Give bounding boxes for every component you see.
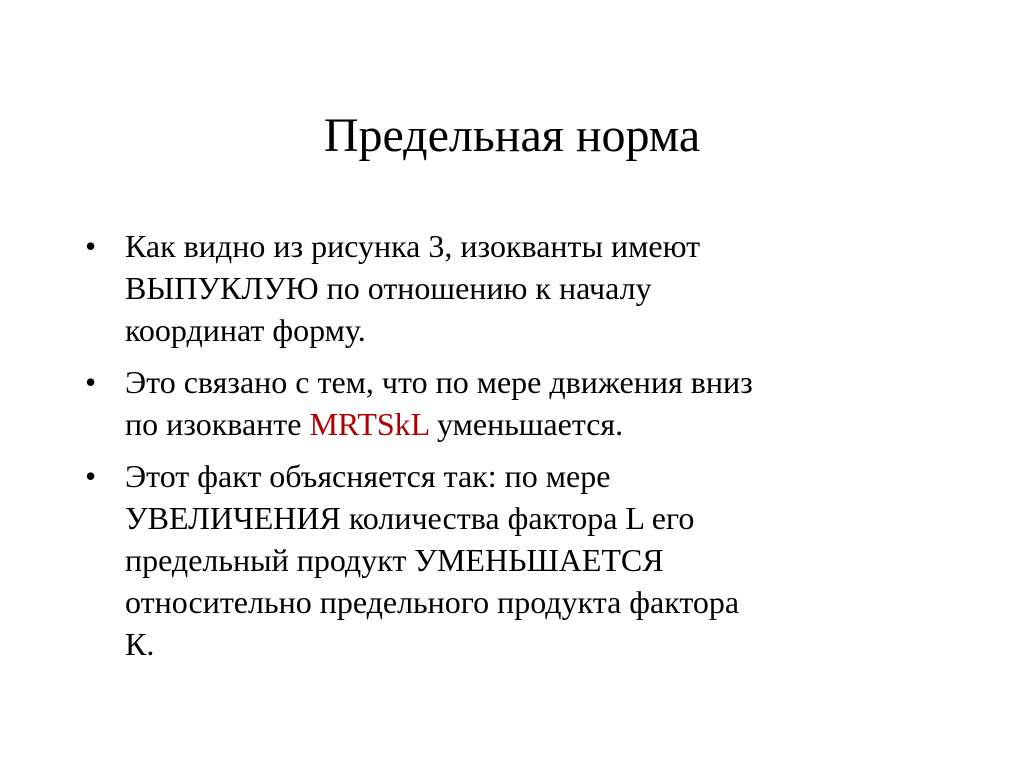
bullet-1-line-1: Как видно из рисунка 3, изокванты имеют — [125, 228, 701, 264]
bullet-2-line-1: Это связано с тем, что по мере движения вниз — [125, 364, 753, 400]
bullet-dot-icon: • — [85, 364, 97, 400]
bullet-1-line-2: ВЫПУКЛУЮ по отношению к началу — [125, 270, 652, 306]
bullet-2-text-after: уменьшается. — [429, 406, 624, 442]
bullet-3-line-4: относительно предельного продукта фактора — [125, 584, 740, 620]
bullet-3-line-2: УВЕЛИЧЕНИЯ количества фактора L его — [125, 500, 695, 536]
bullet-dot-icon: • — [85, 458, 97, 494]
slide-title: Предельная норма — [323, 109, 701, 162]
bullet-2-text-before: по изокванте — [125, 406, 310, 442]
bullet-3-line-1: Этот факт объясняется так: по мере — [125, 458, 611, 494]
bullet-2-line-2 — [125, 403, 945, 445]
bullet-item-1 — [85, 225, 945, 351]
mrtskl-highlight: MRTSkL — [309, 406, 430, 442]
bullet-3-line-5: К. — [125, 626, 155, 662]
bullet-item-3 — [85, 455, 945, 665]
bullet-list — [85, 225, 945, 675]
bullet-dot-icon: • — [85, 228, 97, 264]
bullet-3-line-3: предельный продукт УМЕНЬШАЕТСЯ — [125, 542, 664, 578]
bullet-item-2 — [85, 361, 945, 445]
bullet-1-line-3: координат форму. — [125, 312, 366, 348]
